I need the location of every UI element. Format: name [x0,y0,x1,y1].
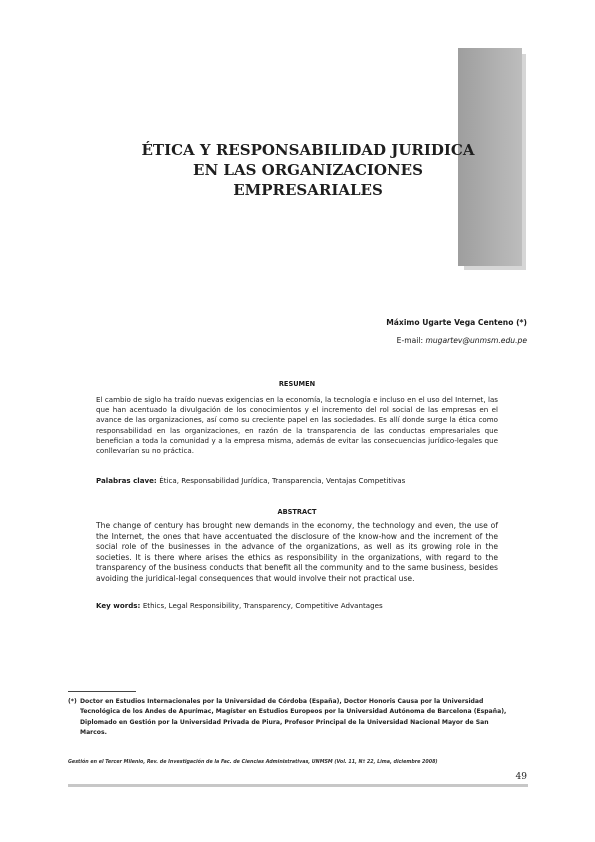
resumen-heading: RESUMEN [278,380,316,388]
keywords-label: Key words: [96,601,143,610]
article-title [118,140,498,200]
author-footnote [68,697,528,739]
footnote-line: Diplomado en Gestión por la Universidad Privada de Piura, Profesor Principal de la Universidad Nacional Mayor de San [80,718,489,726]
resumen-body: El cambio de siglo ha traído nuevas exigencias en la economía, la tecnología e incluso en el uso del Internet, las que han acentuado la divulgación de los conocimientos y el incremento del rol social de las empresas en el avance de las organizaciones, así como su creciente papel en las sociedades. Es allí donde surge la ética como responsabilidad en las organizaciones, en razón de la transparencia de las conductas empresariales que benefician a toda la comunidad y a la empresa misma, además de evitar las consecuencias jurídico-legales que conllevarían su no práctica. [96,395,498,456]
keywords-label: Palabras clave: [96,476,160,485]
author-email-line [386,332,527,350]
abstract-keywords [96,601,498,611]
email-label: E-mail: [396,336,426,345]
author-name: Máximo Ugarte Vega Centeno (*) [386,318,527,327]
author-block [386,314,527,350]
title-line: EN LAS ORGANIZACIONES [193,161,423,179]
decorative-block-shadow-right [522,54,526,270]
keywords-text: Ética, Responsabilidad Jurídica, Transparencia, Ventajas Competitivas [159,476,406,485]
page-number: 49 [515,772,527,782]
footnote-divider [68,691,136,692]
journal-citation: Gestión en el Tercer Milenio, Rev. de Investigación de la Fac. de Ciencias Administrativas, UNMSM (Vol. 11, Nº 22, Lima, diciembre 2008) [68,760,438,765]
author-email[interactable]: mugartev@unmsm.edu.pe [425,336,527,345]
abstract-heading: ABSTRACT [277,508,317,516]
footer-bar [68,784,528,787]
decorative-block-shadow-bottom [464,266,526,270]
abstract-body: The change of century has brought new demands in the economy, the technology and even, the use of the Internet, the ones that have accentuated the disclosure of the know-how and the increment of the social role of the businesses in the advance of the organizations, as well as its growing role in the societies. It is there where arises the ethics as responsibility in the organizations, with regard to the transparency of the business conducts that benefit all the community and to the same business, besides avoiding the juridical-legal consequences that would involve their not practical use. [96,521,498,583]
footnote-line: Tecnológica de los Andes de Apurímac, Magíster en Estudios Europeos por la Universidad Autónoma de Barcelona (España), [80,708,507,716]
keywords-text: Ethics, Legal Responsibility, Transparency, Competitive Advantages [142,601,383,610]
footnote-line: Marcos. [80,729,107,737]
footnote-first-line [68,697,528,707]
title-line: ÉTICA Y RESPONSABILIDAD JURIDICA [141,141,475,159]
resumen-keywords [96,476,498,486]
footnote-mark: (*) [68,698,77,705]
title-line: EMPRESARIALES [233,181,383,199]
footnote-text: Doctor en Estudios Internacionales por la Universidad de Córdoba (España), Doctor Honoris Causa por la Universidad [80,698,484,705]
